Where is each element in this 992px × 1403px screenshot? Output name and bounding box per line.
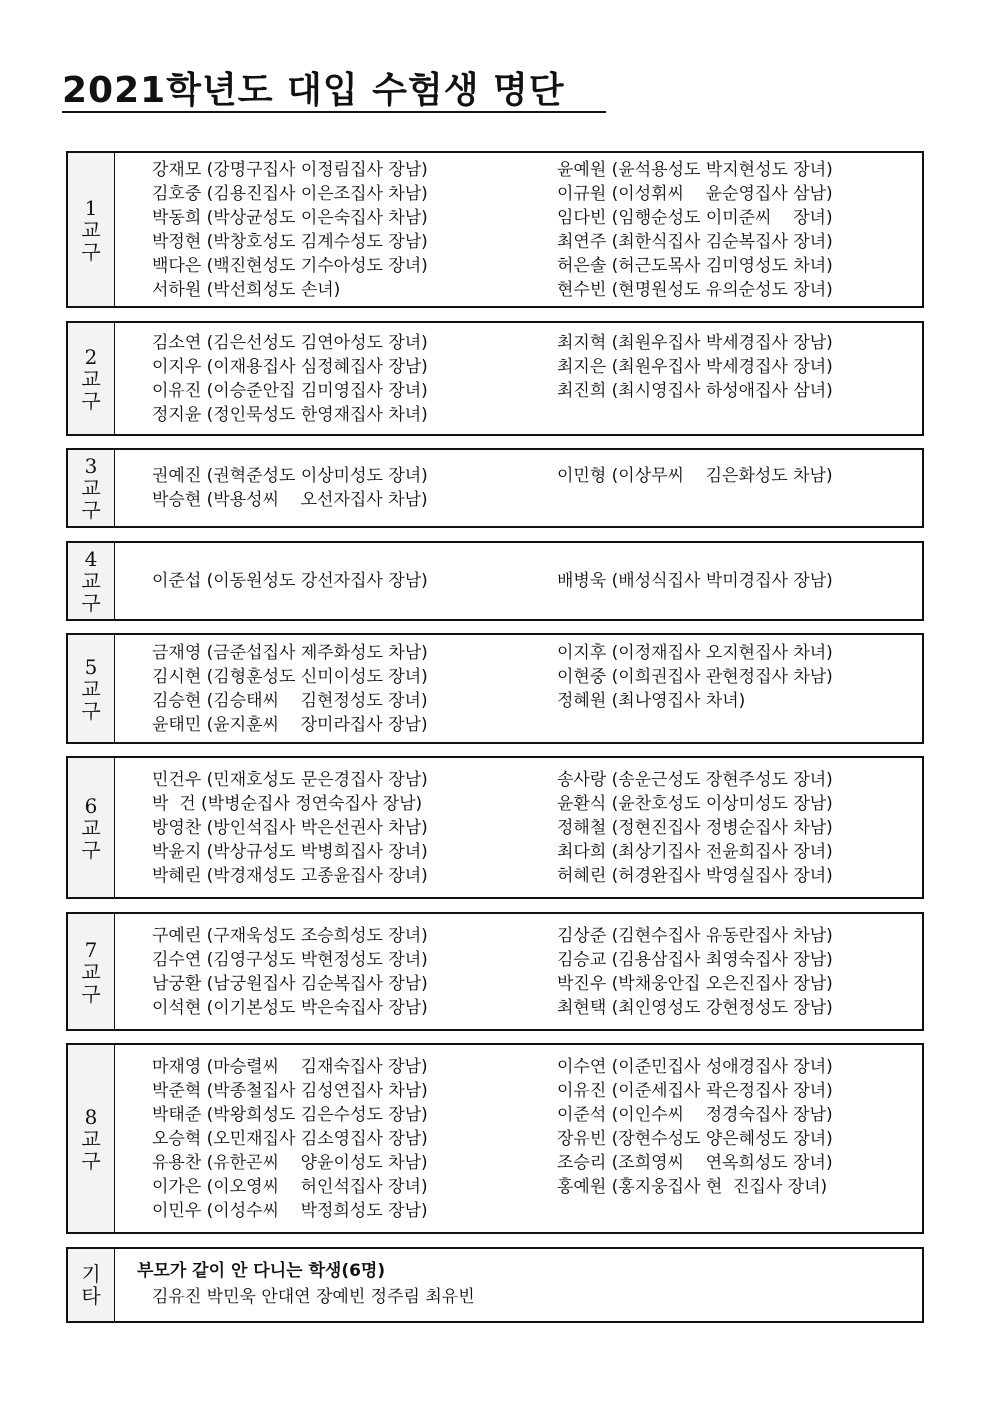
empty-row bbox=[557, 403, 927, 427]
section-label-text: 1교구 bbox=[81, 195, 101, 264]
section-label-text: 2교구 bbox=[81, 344, 101, 413]
empty-row bbox=[557, 488, 927, 512]
section-content bbox=[115, 153, 922, 306]
student-entry: 최연주 (최한식집사 김순복집사 장녀) bbox=[557, 231, 833, 252]
student-entry: 박혜린 (박경재성도 고종윤집사 장녀) bbox=[152, 865, 428, 886]
student-entry: 최다희 (최상기집사 전윤희집사 장녀) bbox=[557, 841, 833, 862]
column-left bbox=[152, 543, 552, 619]
column-right bbox=[557, 323, 927, 434]
section-label bbox=[68, 914, 115, 1029]
student-entry: 권예진 (권혁준성도 이상미성도 장녀) bbox=[152, 466, 428, 486]
student-entry: 윤환식 (윤찬호성도 이상미성도 장남) bbox=[557, 793, 833, 814]
student-entry: 최진희 (최시영집사 하성애집사 삼녀) bbox=[557, 380, 833, 401]
section-3 bbox=[66, 448, 924, 528]
section-label bbox=[68, 758, 115, 897]
student-entry: 송사랑 (송운근성도 장현주성도 장녀) bbox=[557, 769, 833, 790]
student-entry: 허혜린 (허경완집사 박영실집사 장녀) bbox=[557, 865, 833, 886]
section-label bbox=[68, 635, 115, 742]
student-entry: 이준섭 (이동원성도 강선자집사 장남) bbox=[152, 571, 428, 591]
section-1 bbox=[66, 151, 924, 308]
student-entry: 최지혁 (최원우집사 박세경집사 장남) bbox=[557, 332, 833, 353]
student-entry: 금재영 (금준섭집사 제주화성도 차남) bbox=[152, 642, 428, 663]
etc-heading: 부모가 같이 안 다니는 학생(6명) bbox=[137, 1261, 386, 1281]
section-8 bbox=[66, 1043, 924, 1234]
section-content bbox=[115, 1249, 922, 1321]
section-content bbox=[115, 543, 922, 619]
section-label bbox=[68, 1249, 115, 1321]
student-entry: 이규원 (이성휘씨 윤순영집사 삼남) bbox=[557, 183, 833, 204]
section-content bbox=[115, 635, 922, 742]
column-right bbox=[557, 1045, 927, 1232]
student-entry: 이민우 (이성수씨 박정희성도 장남) bbox=[152, 1200, 428, 1221]
student-entry: 이지우 (이재용집사 심정혜집사 장남) bbox=[152, 356, 428, 377]
section-label-text: 7교구 bbox=[81, 937, 101, 1006]
section-5 bbox=[66, 633, 924, 744]
student-entry: 서하원 (박선희성도 손녀) bbox=[152, 279, 341, 300]
student-entry: 이가은 (이오영씨 허인석집사 장녀) bbox=[152, 1176, 428, 1197]
student-entry: 조승리 (조희영씨 연옥희성도 장녀) bbox=[557, 1152, 833, 1173]
section-label-text: 8교구 bbox=[81, 1104, 101, 1173]
section-2 bbox=[66, 321, 924, 436]
section-label bbox=[68, 323, 115, 434]
empty-row bbox=[557, 1199, 927, 1223]
etc-names: 김유진 박민욱 안대연 장예빈 정주림 최유빈 bbox=[152, 1287, 475, 1307]
student-entry: 윤예원 (윤석용성도 박지현성도 장녀) bbox=[557, 159, 833, 180]
section-label-text: 5교구 bbox=[81, 654, 101, 723]
student-entry: 김승현 (김승태씨 김현정성도 장녀) bbox=[152, 690, 428, 711]
section-content bbox=[115, 450, 922, 526]
student-entry: 정지윤 (정인묵성도 한영재집사 차녀) bbox=[152, 404, 428, 425]
column-right bbox=[557, 153, 927, 306]
student-entry: 허은솔 (허근도목사 김미영성도 차녀) bbox=[557, 255, 833, 276]
student-entry: 박윤지 (박상규성도 박병희집사 장녀) bbox=[152, 841, 428, 862]
student-entry: 구예린 (구재욱성도 조승희성도 장녀) bbox=[152, 925, 428, 946]
student-entry: 이수연 (이준민집사 성애경집사 장녀) bbox=[557, 1056, 833, 1077]
student-entry: 이현중 (이희권집사 관현정집사 차남) bbox=[557, 666, 833, 687]
student-entry: 남궁환 (남궁원집사 김순복집사 장남) bbox=[152, 973, 428, 994]
column-left bbox=[152, 758, 552, 897]
column-left bbox=[152, 450, 552, 526]
page-title: 2021학년도 대입 수험생 명단 bbox=[62, 70, 565, 111]
student-entry: 홍예원 (홍지웅집사 현 진집사 장녀) bbox=[557, 1176, 828, 1197]
section-etc bbox=[66, 1247, 924, 1323]
column-left bbox=[152, 1045, 552, 1232]
student-entry: 강재모 (강명구집사 이정림집사 장남) bbox=[152, 159, 428, 180]
column-left bbox=[152, 635, 552, 742]
column-right bbox=[557, 543, 927, 619]
title-underline bbox=[62, 111, 606, 113]
student-entry: 김상준 (김현수집사 유동란집사 차남) bbox=[557, 925, 833, 946]
student-entry: 박준혁 (박종철집사 김성연집사 차남) bbox=[152, 1080, 428, 1101]
student-entry: 정해철 (정현진집사 정병순집사 차남) bbox=[557, 817, 833, 838]
section-label-text: 기타 bbox=[81, 1262, 101, 1308]
section-label bbox=[68, 1045, 115, 1232]
student-entry: 민건우 (민재호성도 문은경집사 장남) bbox=[152, 769, 428, 790]
column-right bbox=[557, 914, 927, 1029]
student-entry: 박진우 (박채웅안집 오은진집사 장남) bbox=[557, 973, 833, 994]
section-4 bbox=[66, 541, 924, 621]
student-entry: 배병욱 (배성식집사 박미경집사 장남) bbox=[557, 571, 833, 591]
student-entry: 김승교 (김용삼집사 최영숙집사 장남) bbox=[557, 949, 833, 970]
student-entry: 이준석 (이인수씨 정경숙집사 장남) bbox=[557, 1104, 833, 1125]
student-entry: 정혜원 (최나영집사 차녀) bbox=[557, 690, 746, 711]
student-entry: 김수연 (김영구성도 박현정성도 장녀) bbox=[152, 949, 428, 970]
column-left bbox=[152, 914, 552, 1029]
column-left bbox=[152, 153, 552, 306]
student-entry: 이유진 (이준세집사 곽은정집사 장녀) bbox=[557, 1080, 833, 1101]
student-entry: 박태준 (박왕희성도 김은수성도 장남) bbox=[152, 1104, 428, 1125]
student-entry: 임다빈 (임행순성도 이미준씨 장녀) bbox=[557, 207, 833, 228]
section-7 bbox=[66, 912, 924, 1031]
student-entry: 최지은 (최원우집사 박세경집사 장녀) bbox=[557, 356, 833, 377]
section-label-text: 4교구 bbox=[81, 547, 101, 615]
student-entry: 현수빈 (현명원성도 유의순성도 장녀) bbox=[557, 279, 833, 300]
section-label bbox=[68, 153, 115, 306]
student-entry: 이유진 (이승준안집 김미영집사 장녀) bbox=[152, 380, 428, 401]
column-left bbox=[152, 323, 552, 434]
student-entry: 박정현 (박창호성도 김계수성도 장남) bbox=[152, 231, 428, 252]
student-entry: 김소연 (김은선성도 김연아성도 장녀) bbox=[152, 332, 428, 353]
column-right bbox=[557, 450, 927, 526]
section-content bbox=[115, 323, 922, 434]
section-label bbox=[68, 450, 115, 526]
section-label-text: 6교구 bbox=[81, 793, 101, 862]
student-entry: 유용찬 (유한곤씨 양윤이성도 차남) bbox=[152, 1152, 428, 1173]
section-label-text: 3교구 bbox=[81, 454, 101, 522]
student-entry: 박동희 (박상균성도 이은숙집사 차남) bbox=[152, 207, 428, 228]
student-entry: 김호중 (김용진집사 이은조집사 차남) bbox=[152, 183, 428, 204]
student-entry: 박 건 (박병순집사 정연숙집사 장남) bbox=[152, 793, 423, 814]
student-entry: 이석현 (이기본성도 박은숙집사 장남) bbox=[152, 997, 428, 1018]
student-entry: 마재영 (마승렬씨 김재숙집사 장남) bbox=[152, 1056, 428, 1077]
section-label bbox=[68, 543, 115, 619]
column-right bbox=[557, 758, 927, 897]
student-entry: 이지후 (이정재집사 오지현집사 차녀) bbox=[557, 642, 833, 663]
student-entry: 백다은 (백진현성도 기수아성도 장녀) bbox=[152, 255, 428, 276]
student-entry: 김시현 (김형훈성도 신미이성도 장녀) bbox=[152, 666, 428, 687]
student-entry: 최현택 (최인영성도 강현정성도 장남) bbox=[557, 997, 833, 1018]
student-entry: 오승혁 (오민재집사 김소영집사 장남) bbox=[152, 1128, 428, 1149]
section-content bbox=[115, 758, 922, 897]
student-entry: 윤태민 (윤지훈씨 장미라집사 장남) bbox=[152, 714, 428, 735]
student-entry: 박승현 (박용성씨 오선자집사 차남) bbox=[152, 490, 428, 510]
student-entry: 장유빈 (장현수성도 양은혜성도 장녀) bbox=[557, 1128, 833, 1149]
section-6 bbox=[66, 756, 924, 899]
student-entry: 방영찬 (방인석집사 박은선권사 차남) bbox=[152, 817, 428, 838]
empty-row bbox=[557, 713, 927, 737]
section-content bbox=[115, 914, 922, 1029]
section-content bbox=[115, 1045, 922, 1232]
column-right bbox=[557, 635, 927, 742]
student-entry: 이민형 (이상무씨 김은화성도 차남) bbox=[557, 466, 833, 486]
